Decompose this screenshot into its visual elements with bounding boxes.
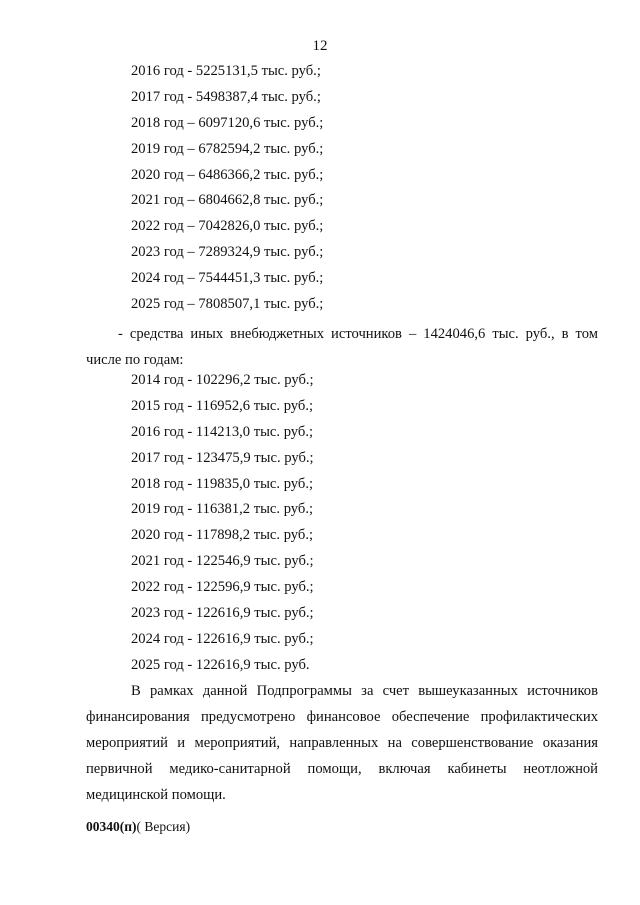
year-amount-line: 2022 год - 122596,9 тыс. руб.; — [131, 579, 314, 596]
year-amount-line: 2019 год – 6782594,2 тыс. руб.; — [131, 140, 324, 157]
year-amount-line: 2024 год - 122616,9 тыс. руб.; — [131, 630, 314, 647]
year-amount-line: 2021 год - 122546,9 тыс. руб.; — [131, 553, 314, 570]
year-amount-line: 2023 год – 7289324,9 тыс. руб.; — [131, 244, 324, 261]
year-amount-line: 2020 год – 6486366,2 тыс. руб.; — [131, 166, 324, 183]
year-amount-line: 2019 год - 116381,2 тыс. руб.; — [131, 501, 314, 518]
year-amount-line: 2021 год – 6804662,8 тыс. руб.; — [131, 192, 324, 209]
year-amount-line: 2015 год - 116952,6 тыс. руб.; — [131, 397, 314, 414]
funding-by-year-list-other-sources — [131, 368, 314, 679]
funding-by-year-list-main — [131, 59, 323, 318]
year-amount-line: 2022 год – 7042826,0 тыс. руб.; — [131, 218, 324, 235]
year-amount-line: 2024 год – 7544451,3 тыс. руб.; — [131, 270, 324, 287]
year-amount-line: 2016 год - 5225131,5 тыс. руб.; — [131, 63, 321, 79]
year-amount-line: 2018 год - 119835,0 тыс. руб.; — [131, 475, 314, 492]
document-footer — [86, 819, 190, 835]
year-amount-line: 2017 год - 123475,9 тыс. руб.; — [131, 449, 314, 466]
year-amount-line: 2017 год - 5498387,4 тыс. руб.; — [131, 88, 321, 105]
year-amount-line: 2023 год - 122616,9 тыс. руб.; — [131, 605, 314, 622]
year-amount-line: 2025 год - 122616,9 тыс. руб. — [131, 656, 310, 673]
other-sources-paragraph: - средства иных внебюджетных источников – 1424046,6 тыс. руб., в том числе по годам: — [86, 326, 598, 368]
document-code: 00340(п) — [86, 819, 137, 834]
year-amount-line: 2014 год - 102296,2 тыс. руб.; — [131, 372, 314, 388]
year-amount-line: 2016 год - 114213,0 тыс. руб.; — [131, 423, 314, 440]
subprogram-funding-paragraph: В рамках данной Подпрограммы за счет вышеуказанных источников финансирования предусмотрено финансовое обеспечение профилактических мероприятий и мероприятий, направленных на совершенствование оказания первичной медико-санитарной помощи, включая кабинеты неотложной медицинской помощи. — [86, 683, 598, 803]
page-number: 12 — [312, 38, 328, 54]
document-version: ( Версия) — [136, 819, 191, 834]
year-amount-line: 2018 год – 6097120,6 тыс. руб.; — [131, 114, 324, 131]
year-amount-line: 2020 год - 117898,2 тыс. руб.; — [131, 527, 314, 544]
year-amount-line: 2025 год – 7808507,1 тыс. руб.; — [131, 296, 324, 313]
